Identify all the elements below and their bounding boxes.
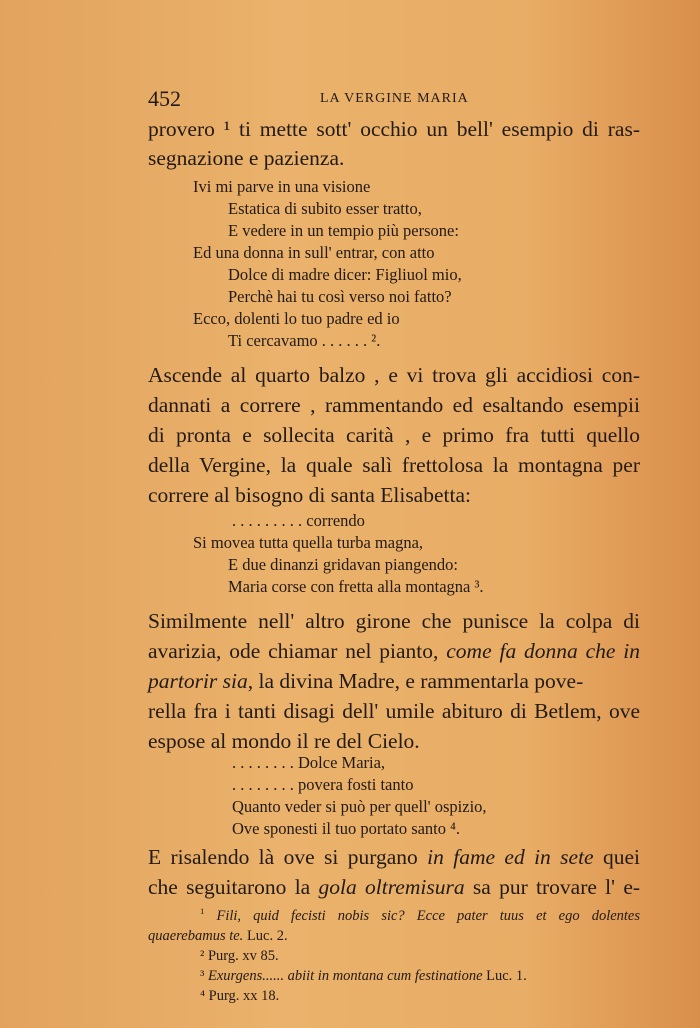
prose-line: provero ¹ ti mette sott' occhio un bell' esempio di ras- — [148, 117, 640, 141]
running-title: LA VERGINE MARIA — [320, 91, 469, 106]
verse-line: Ti cercavamo . . . . . . ². — [228, 331, 381, 350]
prose-line — [148, 666, 640, 696]
verse-line: Ove sponesti il tuo portato santo ⁴. — [232, 819, 461, 838]
prose-line: della Vergine, la quale salì frettolosa la montagna per — [148, 453, 640, 477]
verse-line: . . . . . . . . povera fosti tanto — [232, 775, 414, 794]
verse-line: . . . . . . . . . correndo — [232, 511, 365, 530]
footnote-mark: ³ — [200, 968, 205, 984]
verse-line: Perchè hai tu così verso noi fatto? — [228, 287, 452, 306]
verse-line: Si movea tutta quella turba magna, — [193, 533, 424, 552]
verse-line: Quanto veder si può per quell' ospizio, — [232, 797, 487, 816]
footnote-ref: Luc. 1. — [486, 968, 527, 984]
prose-line: correre al bisogno di santa Elisabetta: — [148, 483, 471, 507]
footnote-text: Fili, quid fecisti nobis sic? Ecce pater tuus et ego dolentes — [216, 908, 641, 924]
footnote-text: quaerebamus te. — [148, 928, 244, 944]
prose-line: Ascende al quarto balzo , e vi trova gli accidiosi con- — [148, 363, 640, 387]
italic-quote: come fa donna che in — [446, 639, 641, 663]
footnote-text: Exurgens...... abiit in montana cum festinatione — [207, 968, 483, 984]
prose-line: Similmente nell' altro girone che punisce la colpa di — [148, 609, 640, 633]
verse-line: E vedere in un tempio più persone: — [228, 221, 459, 240]
verse-line: Ivi mi parve in una visione — [193, 177, 371, 196]
prose-line — [148, 842, 640, 872]
prose-line: segnazione e pazienza. — [148, 146, 345, 170]
prose-text: , la divina Madre, e rammentarla pove- — [247, 669, 584, 693]
prose-text: sa pur trovare l' e- — [472, 875, 641, 899]
footnote: ⁴ Purg. xx 18. — [200, 988, 280, 1004]
prose-text: E risalendo là ove si purgano — [148, 845, 418, 869]
verse-line: Ed una donna in sull' entrar, con atto — [193, 243, 435, 262]
prose-text: quei — [602, 845, 641, 869]
prose-line: di pronta e sollecita carità , e primo fra tutti quello — [148, 423, 640, 447]
page-header — [148, 86, 638, 114]
verse-line: E due dinanzi gridavan piangendo: — [228, 555, 459, 574]
prose-line — [148, 636, 640, 666]
prose-text: avarizia, ode chiamar nel pianto, — [148, 639, 439, 663]
footnote — [200, 906, 640, 926]
prose-line: espose al mondo il re del Cielo. — [148, 729, 420, 753]
verse-line: . . . . . . . . Dolce Maria, — [232, 753, 386, 772]
verse-line: Dolce di madre dicer: Figliuol mio, — [228, 265, 462, 284]
prose-line — [148, 872, 640, 902]
verse-line: Ecco, dolenti lo tuo padre ed io — [193, 309, 400, 328]
prose-line: rella fra i tanti disagi dell' umile abituro di Betlem, ove — [148, 699, 640, 723]
footnote — [148, 926, 288, 946]
footnote-ref: Luc. 2. — [246, 928, 288, 944]
prose-text: che seguitarono la — [148, 875, 311, 899]
italic-quote: gola oltremisura — [318, 875, 465, 899]
footnote — [200, 966, 527, 986]
footnote-mark: 1 — [200, 906, 205, 917]
page-number: 452 — [148, 86, 181, 111]
footnote: ² Purg. xv 85. — [200, 948, 279, 964]
prose-line: dannati a correre , rammentando ed esaltando esempii — [148, 393, 640, 417]
verse-line: Maria corse con fretta alla montagna ³. — [228, 577, 484, 596]
italic-quote: partorir sia — [148, 669, 248, 693]
italic-quote: in fame ed in sete — [427, 845, 594, 869]
verse-line: Estatica di subito esser tratto, — [228, 199, 422, 218]
